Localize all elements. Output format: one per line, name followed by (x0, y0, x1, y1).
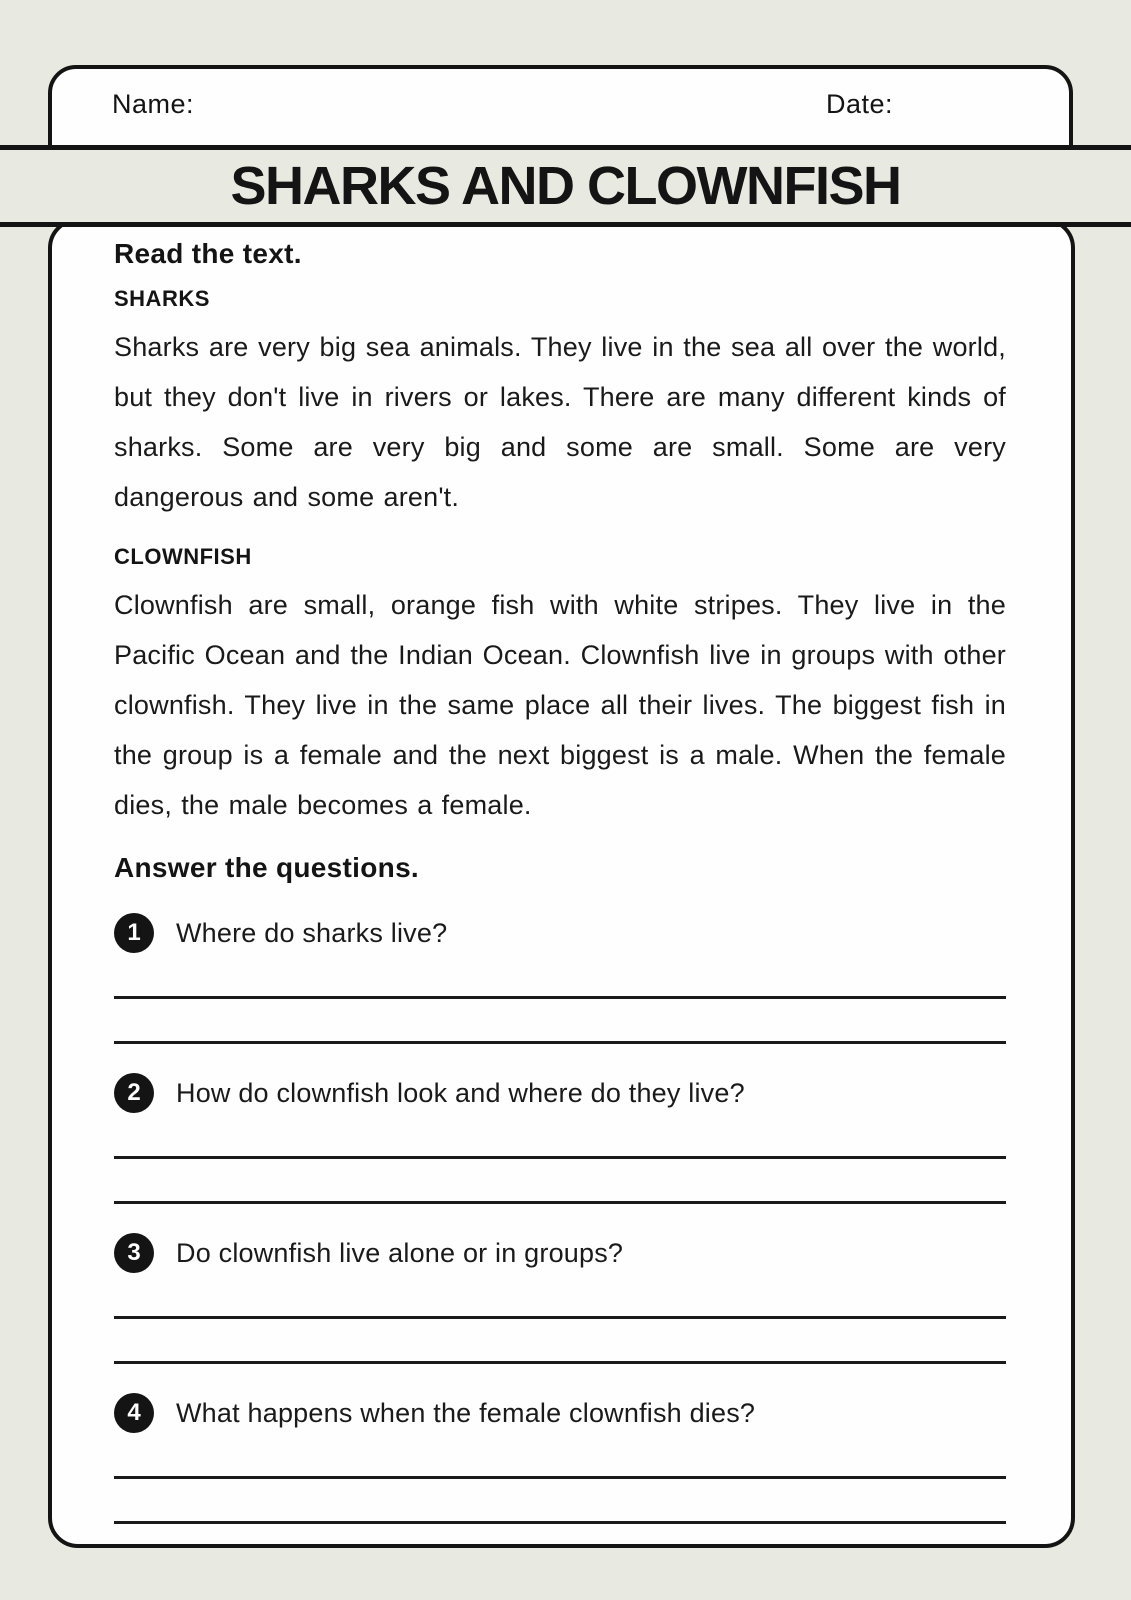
question-item (114, 1233, 1006, 1364)
question-number: 2 (127, 1079, 141, 1106)
question-number-badge (114, 1233, 154, 1273)
question-row (114, 1073, 1006, 1113)
question-row (114, 1393, 1006, 1433)
question-row (114, 913, 1006, 953)
answer-line (114, 1361, 1006, 1364)
question-item (114, 1393, 1006, 1524)
section-heading-sharks: SHARKS (114, 286, 210, 311)
answer-line (114, 1521, 1006, 1524)
name-label: Name: (112, 89, 195, 119)
question-number-badge (114, 1393, 154, 1433)
answer-line (114, 1316, 1006, 1319)
section-heading-clownfish: CLOWNFISH (114, 544, 252, 569)
question-number-badge (114, 913, 154, 953)
answer-line (114, 1156, 1006, 1159)
question-text: What happens when the female clownfish dies? (176, 1397, 756, 1428)
date-label: Date: (826, 89, 894, 119)
question-number-badge (114, 1073, 154, 1113)
answer-line (114, 1041, 1006, 1044)
answer-line (114, 1201, 1006, 1204)
question-item (114, 913, 1006, 1044)
read-instruction: Read the text. (114, 238, 302, 269)
title-banner (0, 145, 1131, 227)
question-number: 3 (127, 1239, 141, 1266)
question-row (114, 1233, 1006, 1273)
answer-line (114, 996, 1006, 999)
question-text: Do clownfish live alone or in groups? (176, 1237, 624, 1268)
question-number: 4 (127, 1399, 141, 1426)
question-item (114, 1073, 1006, 1204)
answer-instruction: Answer the questions. (114, 852, 420, 883)
question-text: Where do sharks live? (176, 917, 448, 948)
section-text-sharks: Sharks are very big sea animals. They live in the sea all over the world, but they don't live in rivers or lakes. There are many different kinds of sharks. Some are very big and some are small. Some are very dangerous and some aren't. (114, 332, 1006, 512)
question-text: How do clownfish look and where do they live? (176, 1077, 745, 1108)
answer-line (114, 1476, 1006, 1479)
section-text-clownfish: Clownfish are small, orange fish with white stripes. They live in the Pacific Ocean and the Indian Ocean. Clownfish live in groups with other clownfish. They live in the same place all their lives. The biggest fish in the group is a female and the next biggest is a male. When the female dies, the male becomes a female. (114, 590, 1006, 820)
page-title: SHARKS AND CLOWNFISH (230, 156, 901, 216)
worksheet-card (48, 218, 1075, 1548)
question-number: 1 (127, 919, 141, 946)
